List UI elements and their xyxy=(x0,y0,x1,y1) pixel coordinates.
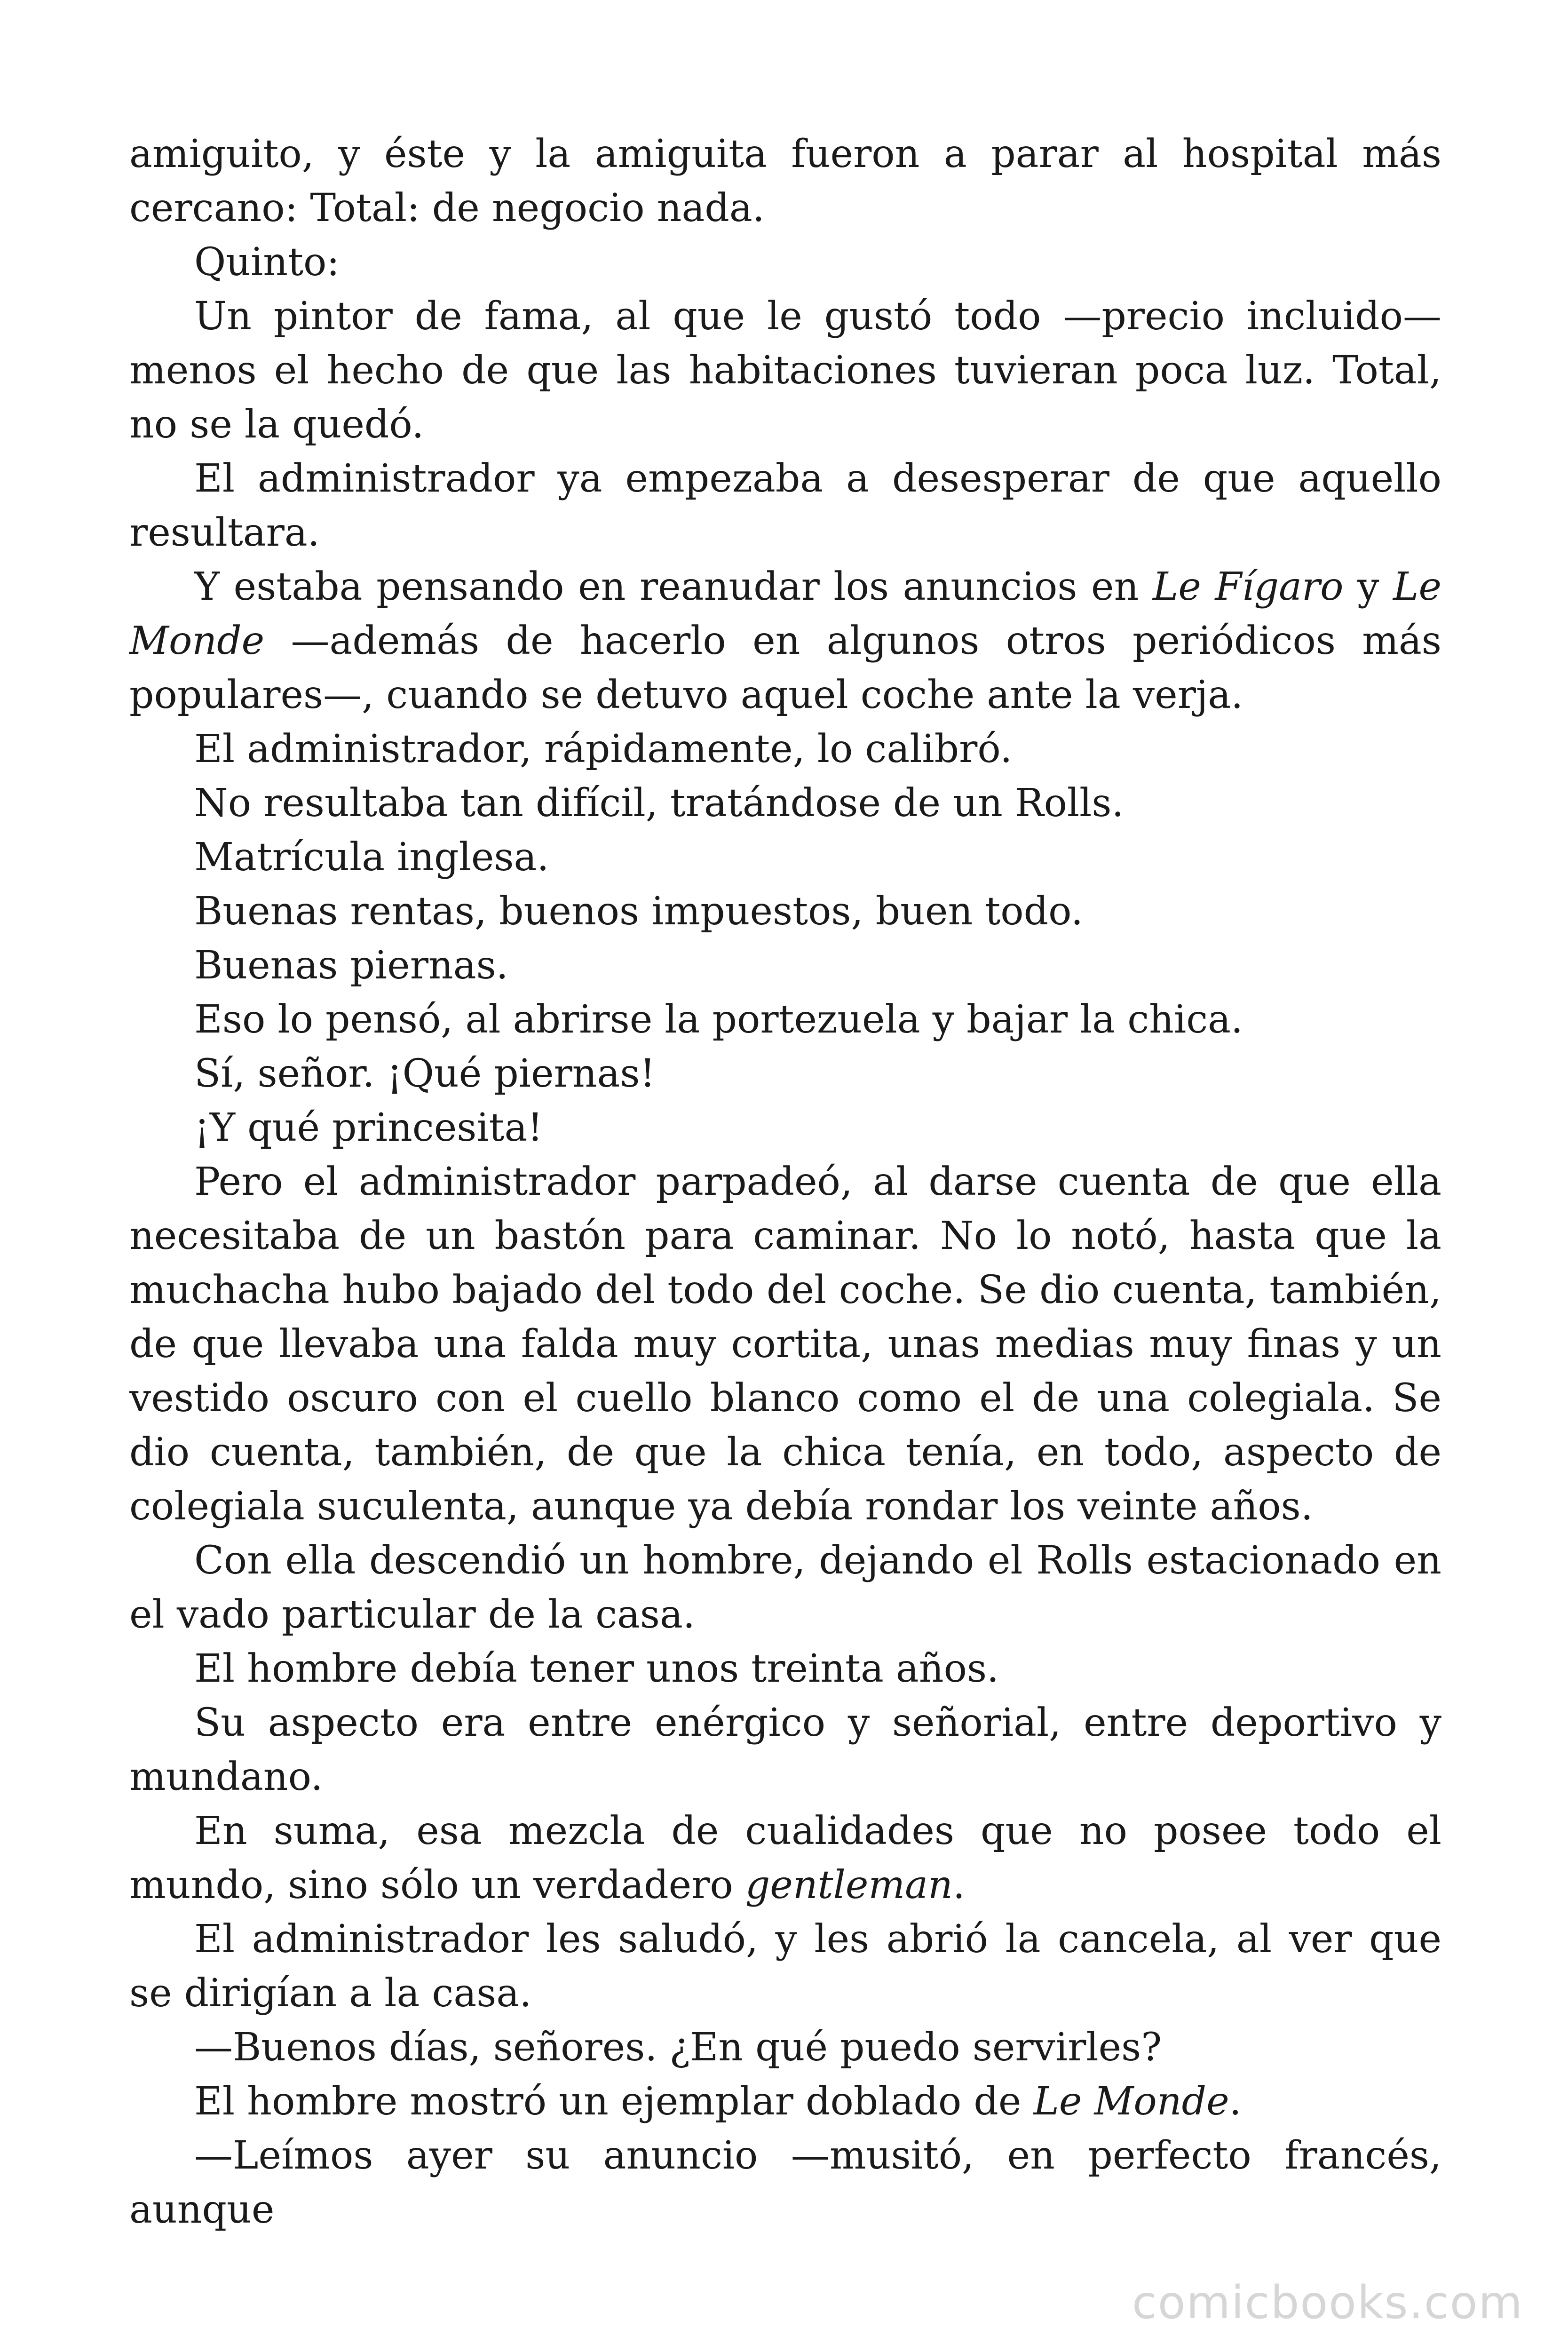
paragraph xyxy=(129,1642,1441,1696)
paragraph xyxy=(129,452,1441,560)
paragraph xyxy=(129,1101,1441,1155)
text-run: ¡Y qué princesita! xyxy=(194,1105,543,1150)
text-run: amiguito, y éste y la amiguita fueron a parar al hospital más cercano: Total: de negocio nada. xyxy=(129,132,1441,230)
paragraph xyxy=(129,722,1441,776)
paragraph xyxy=(129,2129,1441,2237)
text-run: Eso lo pensó, al abrirse la portezuela y bajar la chica. xyxy=(194,997,1243,1042)
paragraph xyxy=(129,2074,1441,2129)
text-run: El hombre debía tener unos treinta años. xyxy=(194,1646,999,1691)
text-run: El hombre mostró un ejemplar doblado de xyxy=(194,2079,1034,2124)
text-run: y xyxy=(1343,564,1393,609)
text-run: Pero el administrador parpadeó, al darse cuenta de que ella necesitaba de un bastón para caminar. No lo notó, hasta que la muchacha hubo bajado del todo del coche. Se dio cuenta, también, de que llevaba una falda muy cortita, unas medias muy finas y un vestido oscuro con el cuello blanco como el de una colegiala. Se dio cuenta, también, de que la chica tenía, en todo, aspecto de colegiala suculenta, aunque ya debía rondar los veinte años. xyxy=(129,1160,1441,1529)
text-run: Sí, señor. ¡Qué piernas! xyxy=(194,1051,656,1096)
text-run: Quinto: xyxy=(194,240,340,285)
paragraph xyxy=(129,2020,1441,2074)
text-run: Buenas piernas. xyxy=(194,943,508,988)
paragraph xyxy=(129,560,1441,722)
paragraph xyxy=(129,884,1441,938)
paragraph xyxy=(129,1696,1441,1804)
paragraph xyxy=(129,289,1441,452)
text-run: —Buenos días, señores. ¿En qué puedo servirles? xyxy=(194,2025,1162,2070)
paragraph xyxy=(129,1804,1441,1912)
text-run: El administrador les saludó, y les abrió la cancela, al ver que se dirigían a la casa. xyxy=(129,1917,1441,2016)
text-run: Con ella descendió un hombre, dejando el Rolls estacionado en el vado particular de la casa. xyxy=(129,1538,1441,1637)
italic-text: gentleman xyxy=(745,1863,953,1907)
text-run: Matrícula inglesa. xyxy=(194,835,549,880)
paragraph xyxy=(129,1912,1441,2020)
italic-text: Le Monde xyxy=(129,564,1441,663)
paragraph xyxy=(129,776,1441,830)
paragraph xyxy=(129,830,1441,884)
paragraph xyxy=(129,993,1441,1047)
text-run: Buenas rentas, buenos impuestos, buen todo. xyxy=(194,889,1084,934)
paragraph xyxy=(129,1047,1441,1101)
paragraph xyxy=(129,1155,1441,1534)
text-run: El administrador, rápidamente, lo calibró. xyxy=(194,727,1013,771)
text-run: —Leímos ayer su anuncio —musitó, en perfecto francés, aunque xyxy=(129,2133,1441,2232)
watermark: comicbooks.com xyxy=(1132,2276,1523,2329)
paragraph xyxy=(129,938,1441,993)
text-run: —además de hacerlo en algunos otros periódicos más populares—, cuando se detuvo aquel coche ante la verja. xyxy=(129,619,1441,717)
paragraph xyxy=(129,235,1441,289)
text-run: Y estaba pensando en reanudar los anuncios en xyxy=(194,564,1153,609)
italic-text: Le Fígaro xyxy=(1152,564,1344,609)
paragraph xyxy=(129,127,1441,235)
text-run: . xyxy=(952,1863,965,1907)
text-run: . xyxy=(1229,2079,1242,2124)
text-run: El administrador ya empezaba a desesperar de que aquello resultara. xyxy=(129,456,1441,555)
text-run: No resultaba tan difícil, tratándose de un Rolls. xyxy=(194,781,1124,826)
text-run: En suma, esa mezcla de cualidades que no posee todo el mundo, sino sólo un verdadero xyxy=(129,1809,1441,1907)
text-run: Un pintor de fama, al que le gustó todo —precio incluido— menos el hecho de que las habitaciones tuvieran poca luz. Total, no se la quedó. xyxy=(129,294,1441,447)
paragraph xyxy=(129,1534,1441,1642)
italic-text: Le Monde xyxy=(1033,2079,1229,2124)
text-run: Su aspecto era entre enérgico y señorial, entre deportivo y mundano. xyxy=(129,1700,1441,1799)
page-body xyxy=(129,127,1441,2237)
